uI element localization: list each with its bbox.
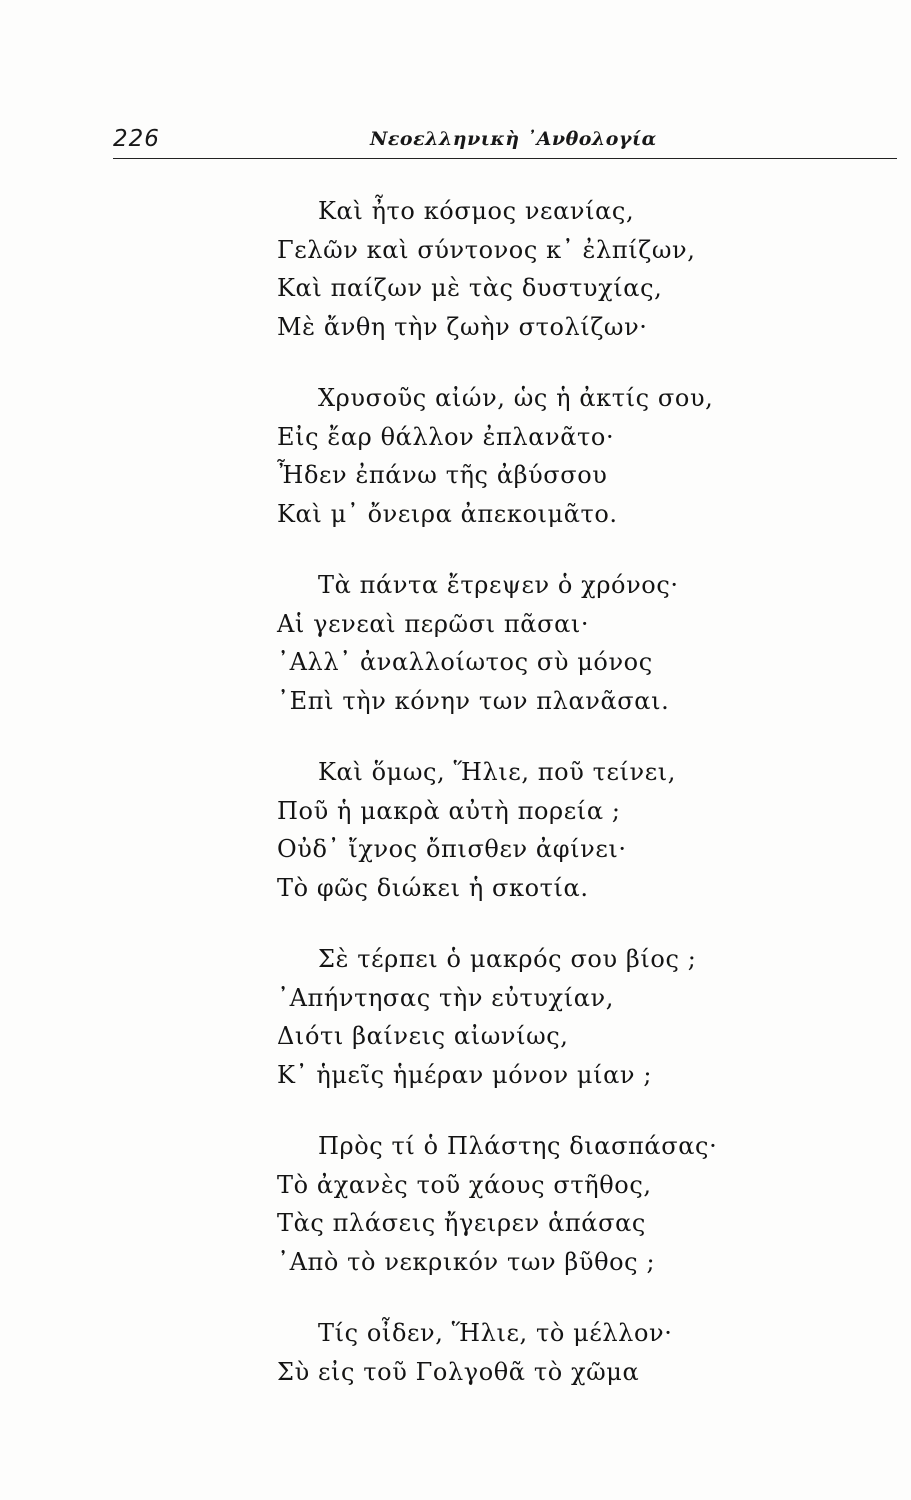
stanza-1	[0, 192, 911, 346]
stanza-5	[0, 940, 911, 1094]
verse-line: Κ᾿ ἡμεῖς ἡμέραν μόνον μίαν ;	[277, 1060, 653, 1089]
verse-line: Οὐδ᾿ ἴχνος ὄπισθεν ἀφίνει·	[277, 835, 627, 863]
verse-line: Χρυσοῦς αἰών, ὡς ἡ ἀκτίς σου,	[318, 384, 714, 412]
verse-line: Τὰ πάντα ἔτρεψεν ὁ χρόνος·	[318, 571, 679, 599]
stanza-2	[0, 379, 911, 533]
running-title: Νεοελληνικὴ ᾿Ανθολογία	[370, 128, 657, 150]
verse-line: Πρὸς τί ὁ Πλάστης διασπάσας·	[318, 1132, 718, 1160]
verse-line: Καὶ ἦτο κόσμος νεανίας,	[318, 197, 635, 225]
stanza-7	[0, 1314, 911, 1391]
verse-line: Τὰς πλάσεις ἤγειρεν ἁπάσας	[277, 1209, 646, 1237]
verse-line: Γελῶν καὶ σύντονος κ᾿ ἐλπίζων,	[277, 235, 696, 264]
page-header	[0, 126, 911, 162]
verse-line: Καὶ ὅμως, Ἥλιε, ποῦ τείνει,	[318, 758, 677, 786]
verse-line: Καὶ παίζων μὲ τὰς δυστυχίας,	[277, 274, 663, 302]
verse-line: Διότι βαίνεις αἰωνίως,	[277, 1022, 569, 1050]
verse-line: Τὸ φῶς διώκει ἡ σκοτία.	[277, 873, 589, 902]
verse-line: ᾿Αλλ᾿ ἀναλλοίωτος σὺ μόνος	[277, 648, 653, 676]
verse-line: Τὸ ἀχανὲς τοῦ χάους στῆθος,	[277, 1170, 652, 1199]
verse-line: Τίς οἶδεν, Ἥλιε, τὸ μέλλον·	[318, 1319, 673, 1347]
stanza-6	[0, 1127, 911, 1281]
verse-line: Καὶ μ᾿ ὄνειρα ἀπεκοιμᾶτο.	[277, 499, 618, 528]
verse-line: Σὲ τέρπει ὁ μακρός σου βίος ;	[318, 945, 697, 973]
stanza-4	[0, 753, 911, 907]
poem	[0, 192, 911, 1424]
header-rule	[113, 158, 897, 159]
page-number: 226	[113, 126, 160, 152]
verse-line: Ἦδεν ἐπάνω τῆς ἀβύσσου	[277, 461, 608, 489]
stanza-3	[0, 566, 911, 720]
verse-line: ᾿Απὸ τὸ νεκρικόν των βῦθος ;	[277, 1247, 656, 1276]
verse-line: Αἱ γενεαὶ περῶσι πᾶσαι·	[277, 609, 590, 638]
verse-line: Ποῦ ἡ μακρὰ αὐτὴ πορεία ;	[277, 796, 621, 825]
verse-line: ᾿Απήντησας τὴν εὐτυχίαν,	[277, 983, 614, 1012]
verse-line: Σὺ εἰς τοῦ Γολγοθᾶ τὸ χῶμα	[277, 1357, 640, 1386]
verse-line: ᾿Επὶ τὴν κόνην των πλανᾶσαι.	[277, 686, 670, 715]
verse-line: Μὲ ἄνθη τὴν ζωὴν στολίζων·	[277, 312, 648, 341]
verse-line: Εἰς ἔαρ θάλλον ἐπλανᾶτο·	[277, 422, 615, 451]
